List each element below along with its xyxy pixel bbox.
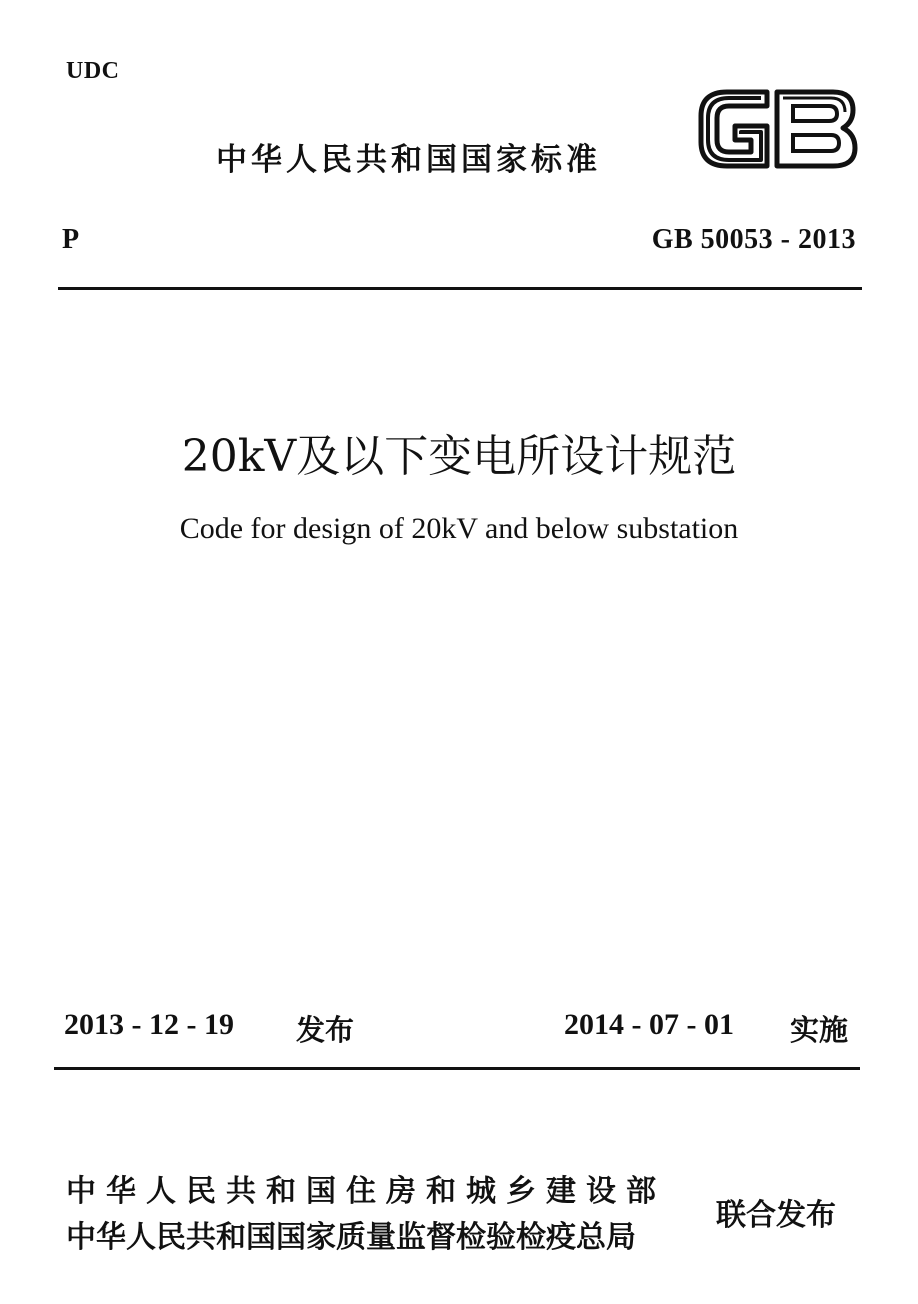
document-title-chinese: 20kV及以下变电所设计规范: [181, 431, 737, 482]
joint-publish-label: 联合发布: [716, 1198, 836, 1233]
implementation-label: 实施: [790, 1013, 849, 1047]
gb-logo-icon: [695, 86, 860, 172]
bottom-divider: [54, 1067, 860, 1070]
standard-number: GB 50053 - 2013: [651, 224, 856, 255]
classification-code: P: [62, 224, 80, 255]
udc-label: UDC: [66, 58, 120, 84]
top-divider: [58, 287, 862, 290]
publisher-ministry: 中华人民共和国住房和城乡建设部: [66, 1174, 666, 1209]
standard-type-title: 中华人民共和国国家标准: [216, 142, 601, 178]
issue-date: 2013 - 12 - 19: [64, 1008, 234, 1041]
issue-label: 发布: [296, 1013, 355, 1047]
publisher-administration: 中华人民共和国国家质量监督检验检疫总局: [66, 1220, 636, 1255]
document-title-english: Code for design of 20kV and below substation: [179, 512, 739, 545]
implementation-date: 2014 - 07 - 01: [564, 1008, 734, 1041]
